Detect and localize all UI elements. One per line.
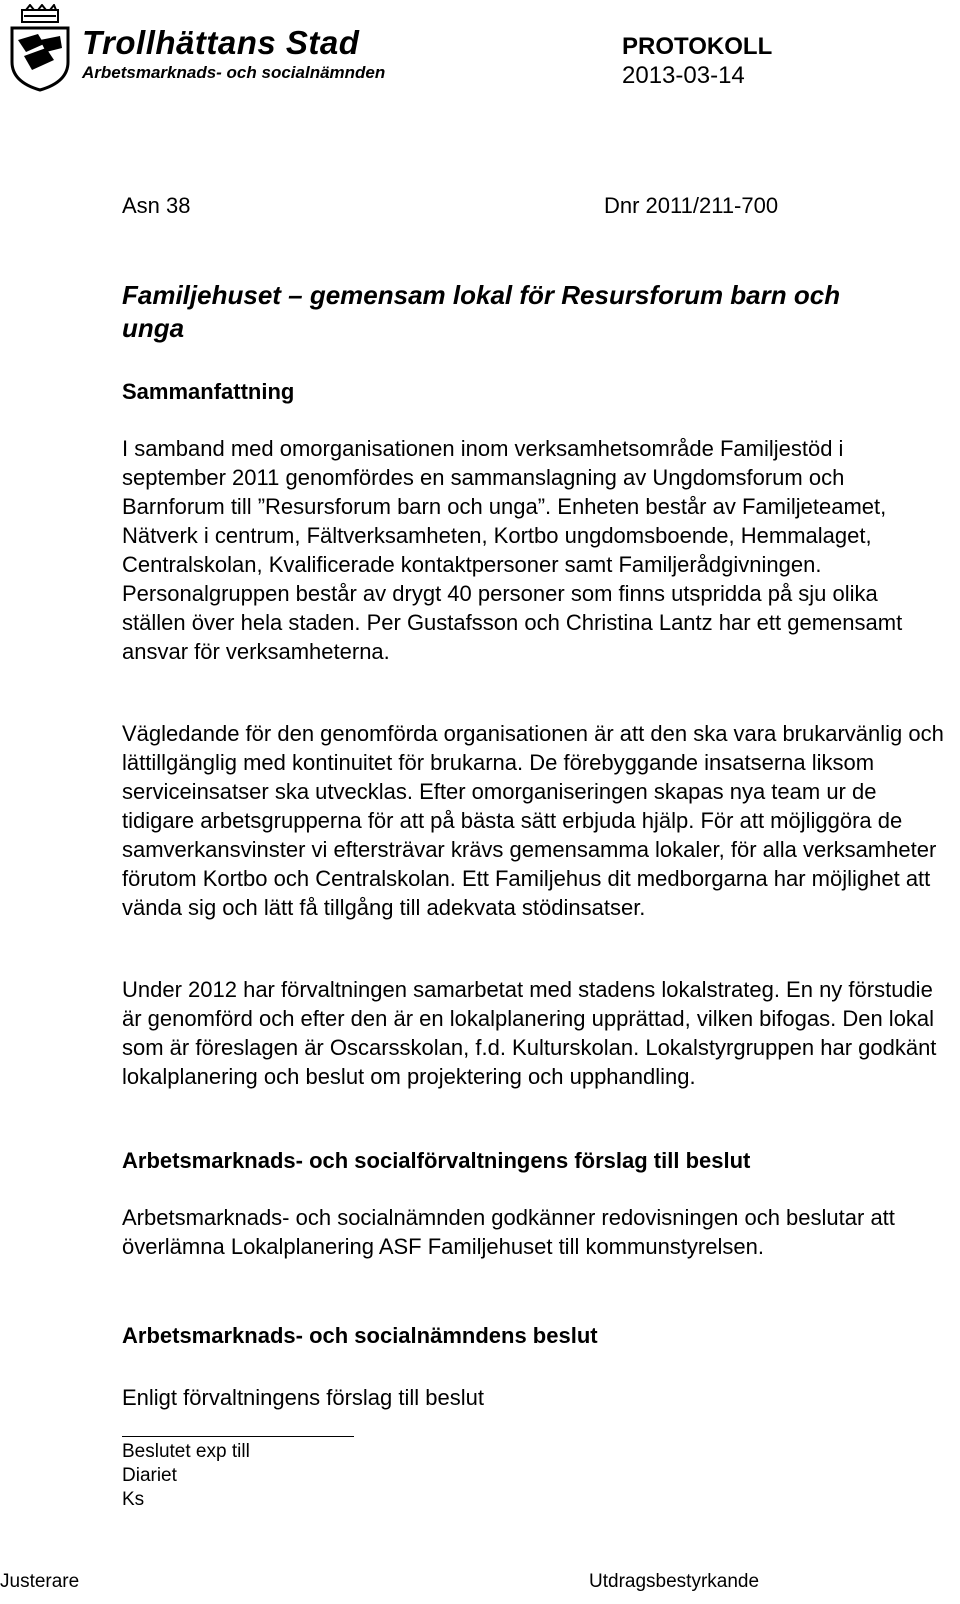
- committee-name: Arbetsmarknads- och socialnämnden: [82, 63, 386, 82]
- distribution-label: Beslutet exp till: [122, 1441, 250, 1462]
- registration-number: Dnr 2011/211-700: [604, 193, 779, 218]
- coat-of-arms-icon: [4, 4, 76, 92]
- summary-paragraph-1: I samband med omorganisationen inom verksamhetsområde Familjestöd i september 2011 genomfördes en sammanslagning av Ungdomsforum och Barnforum till ”Resursforum barn och unga”. Enheten består av Familjeteamet, Nätverk i centrum, Fältverksamheten, Kortbo ungdomsboende, Hemmalaget, Centralskolan, Kvalificerade kontaktpersoner samt Familjerådgivningen. Personalgruppen består av drygt 40 personer som finns utspridda på sju olika ställen över hela staden. Per Gustafsson och Christina Lantz har ett gemensamt ansvar för verksamheterna.: [122, 436, 903, 664]
- document-date: 2013-03-14: [622, 62, 745, 89]
- summary-paragraph-2: Vägledande för den genomförda organisationen är att den ska vara brukarvänlig och lättillgänglig med kontinuitet för brukarna. De förebyggande insatserna liksom serviceinsatser ska utvecklas. Efter omorganiseringen skapas nya team ur de tidigare arbetsgrupperna för att på bästa sätt erbjuda hjälp. För att möjliggöra de samverkansvinster vi eftersträvar krävs gemensamma lokaler, för alla verksamheter förutom Kortbo och Centralskolan. Ett Familjehus dit medborgarna har möjlighet att vända sig och lätt få tillgång till adekvata stödinsatser.: [122, 721, 944, 920]
- distribution-recipient: Diariet: [122, 1465, 177, 1486]
- distribution-recipient: Ks: [122, 1489, 145, 1510]
- summary-heading: Sammanfattning: [122, 379, 295, 404]
- page-title: Familjehuset – gemensam lokal för Resursforum barn och unga: [122, 280, 841, 343]
- organization-name: Trollhättans Stad: [82, 24, 360, 61]
- case-number: Asn 38: [122, 193, 191, 218]
- decision-text: Enligt förvaltningens förslag till beslut: [122, 1385, 484, 1410]
- footer-adjuster-label: Justerare: [0, 1571, 80, 1592]
- signature-divider: [122, 1436, 354, 1437]
- decision-heading: Arbetsmarknads- och socialnämndens beslut: [122, 1323, 598, 1348]
- proposal-text: Arbetsmarknads- och socialnämnden godkänner redovisningen och beslutar att överlämna Lokalplanering ASF Familjehuset till kommunstyrelsen.: [122, 1205, 895, 1259]
- footer-certification-label: Utdragsbestyrkande: [589, 1571, 760, 1592]
- proposal-heading: Arbetsmarknads- och socialförvaltningens förslag till beslut: [122, 1148, 751, 1173]
- document-type: PROTOKOLL: [622, 33, 773, 60]
- summary-paragraph-3: Under 2012 har förvaltningen samarbetat med stadens lokalstrateg. En ny förstudie är genomförd och efter den är en lokalplanering upprättad, vilken bifogas. Den lokal som är föreslagen är Oscarsskolan, f.d. Kulturskolan. Lokalstyrgruppen har godkänt lokalplanering och beslut om projektering och upphandling.: [122, 977, 937, 1089]
